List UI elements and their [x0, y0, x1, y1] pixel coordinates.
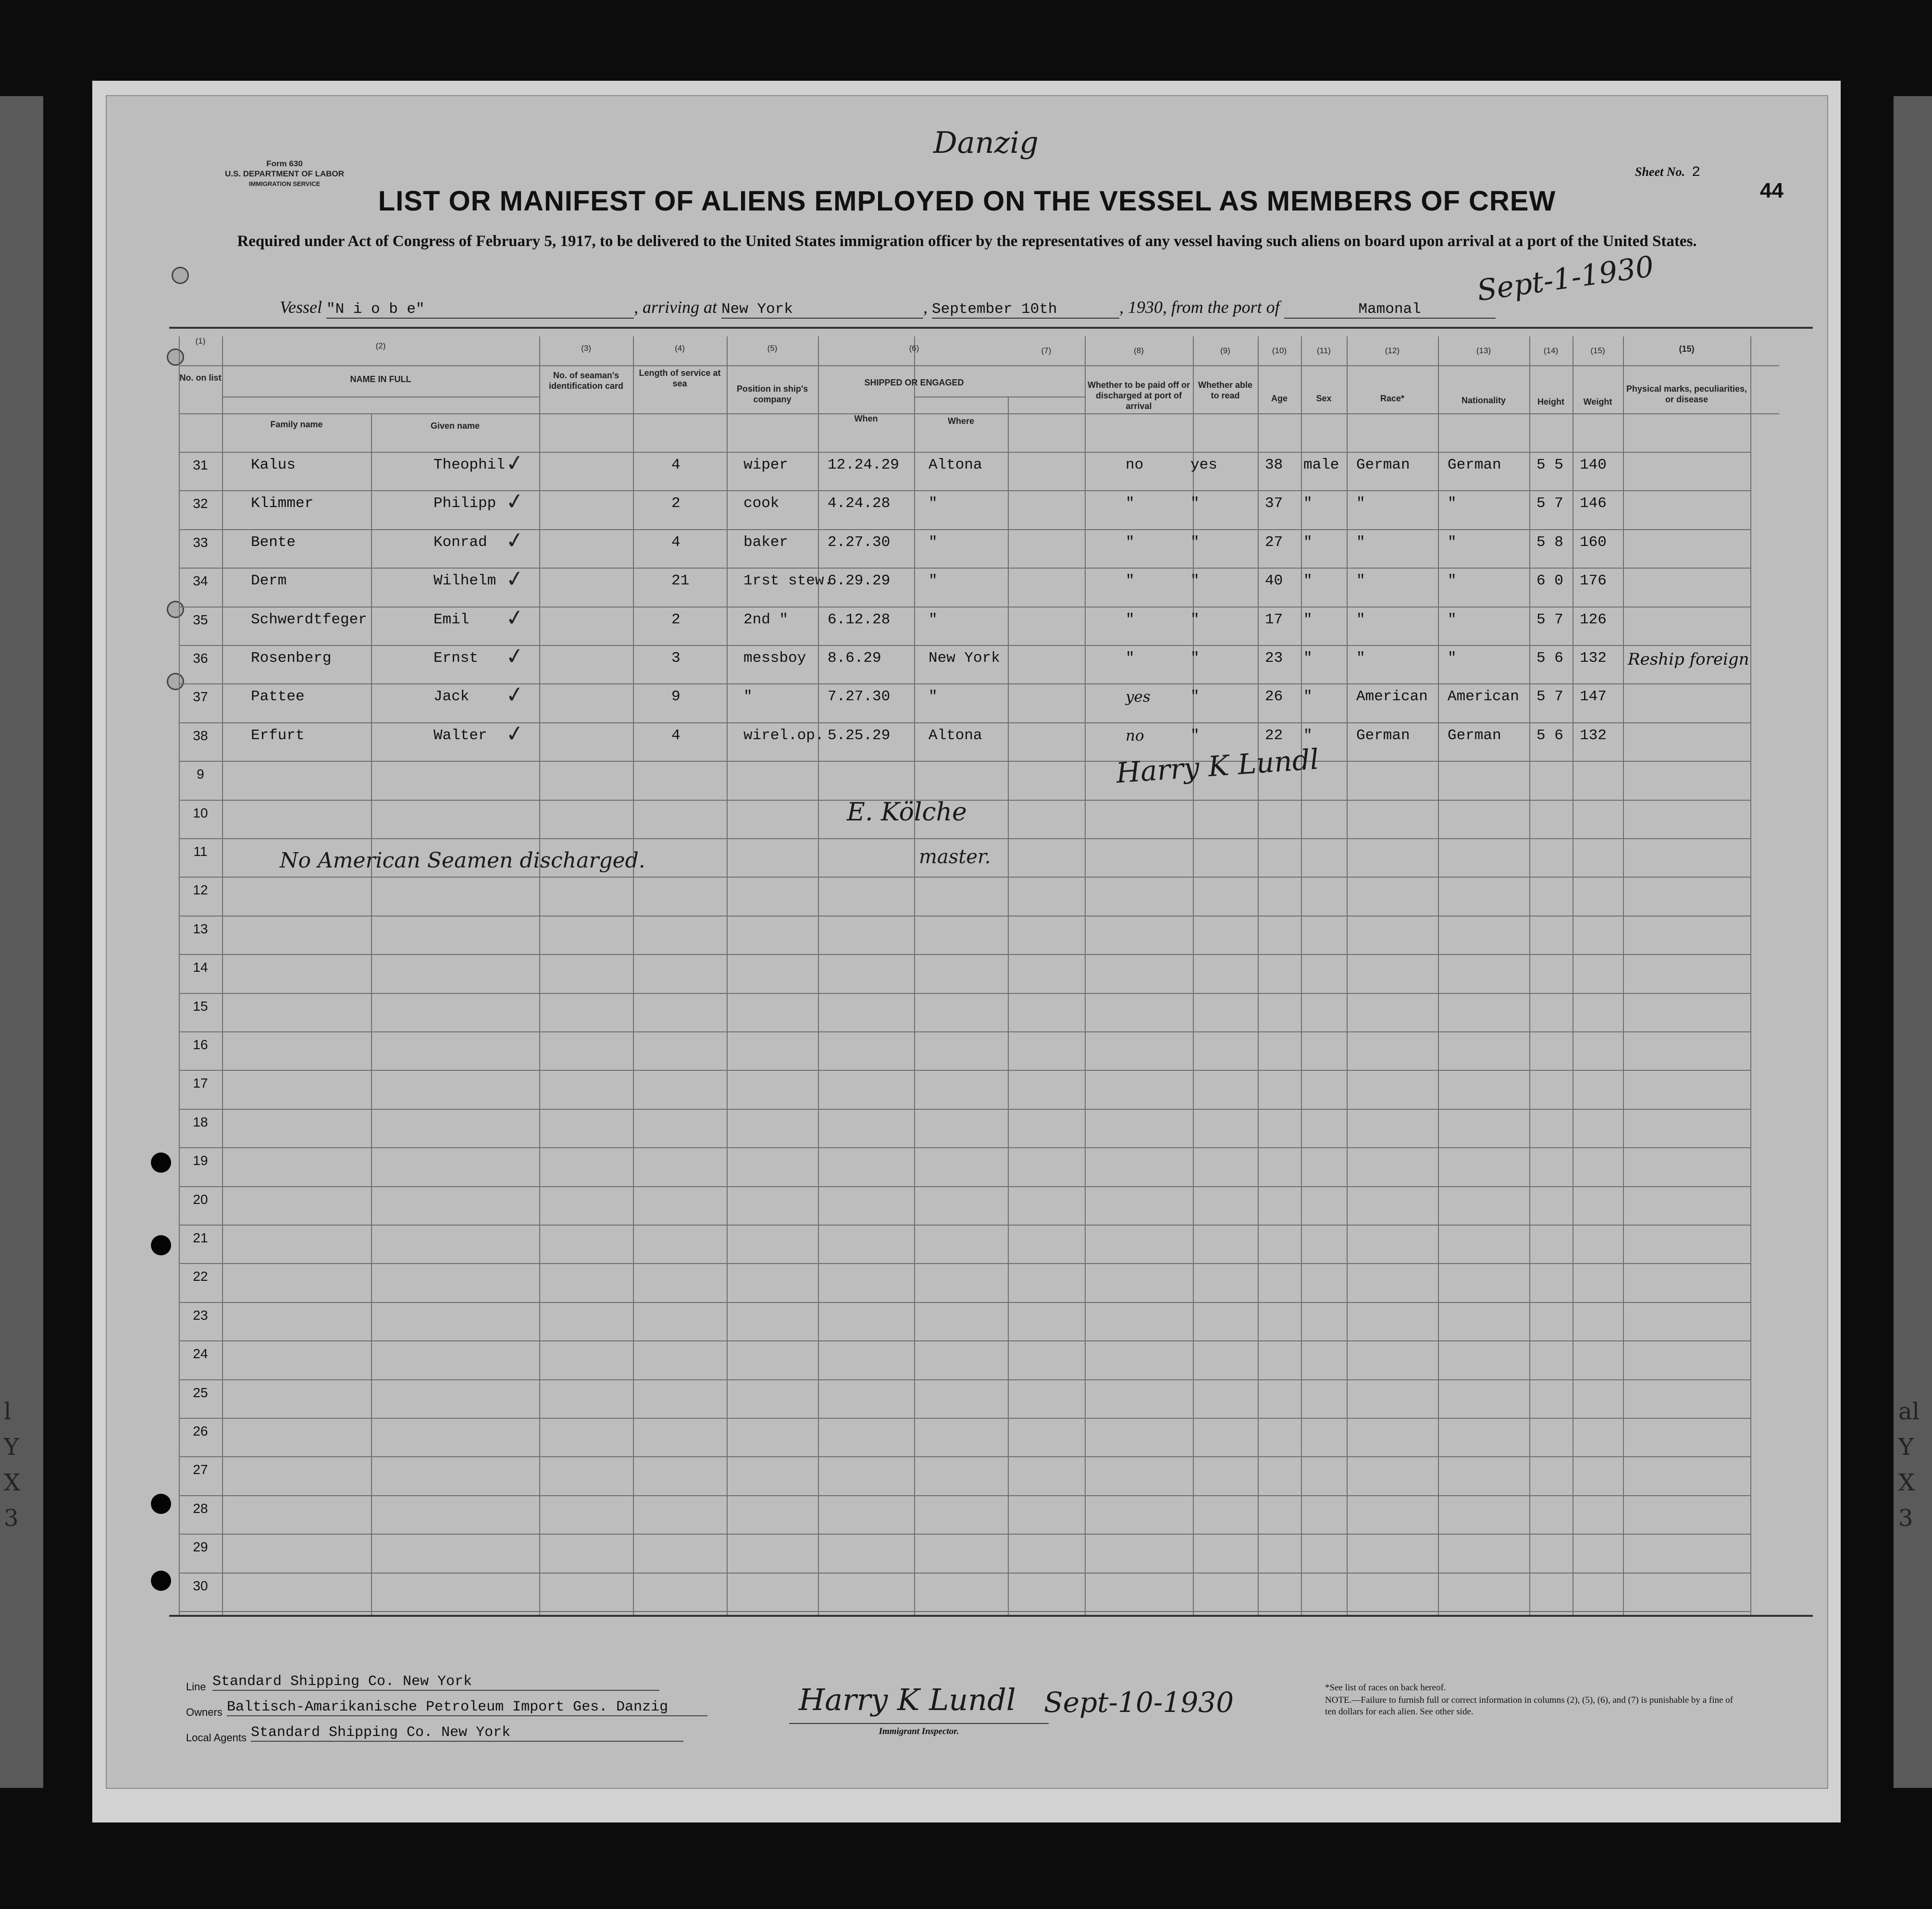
sheet-value: 2 [1692, 164, 1701, 181]
cell-sex: " [1303, 572, 1313, 590]
cell-service: 4 [671, 727, 681, 744]
row-number: 32 [193, 496, 208, 511]
strip-mark: l [4, 1398, 12, 1425]
punch-hole [151, 1153, 171, 1173]
cell-service: 2 [671, 495, 681, 512]
header-nationality: Nationality [1461, 396, 1506, 405]
row-rule [179, 1263, 1750, 1264]
cell-family: Pattee [251, 688, 305, 706]
row-number: 18 [193, 1114, 208, 1129]
strip-mark: 3 [1898, 1505, 1913, 1532]
row-number: 14 [193, 960, 208, 975]
cell-sex: " [1303, 727, 1313, 744]
col-number: (11) [1317, 346, 1331, 355]
check-icon: ✓ [504, 526, 526, 555]
row-number: 29 [193, 1539, 208, 1555]
line-label: Line [186, 1681, 206, 1693]
cell-nationality: German [1448, 457, 1501, 473]
cell-given: Wilhelm [433, 572, 496, 590]
vessel-label: Vessel [280, 298, 322, 317]
cell-position: cook [743, 495, 780, 512]
col-rule [914, 336, 915, 1615]
header-length-service: Length of service at sea [639, 368, 721, 388]
department-name: U.S. DEPARTMENT OF LABOR [224, 169, 345, 178]
row-rule [179, 529, 1750, 530]
header-where: Where [947, 416, 974, 426]
arriving-label: , arriving at [633, 298, 717, 317]
row-rule [179, 452, 1750, 453]
col-rule [1750, 336, 1751, 1615]
cell-nationality: American [1448, 688, 1519, 706]
cell-read: " [1190, 727, 1200, 744]
sheet-number [1635, 164, 1700, 181]
header-id-card: No. of seaman's identification card [548, 371, 624, 391]
owners-value: Baltisch-Amarikanische Petroleum Import Ges. Danzig [227, 1699, 707, 1716]
row-rule [179, 1186, 1750, 1187]
row-rule [179, 838, 1750, 839]
cell-weight: 132 [1580, 727, 1607, 744]
cell-family: Schwerdtfeger [251, 611, 367, 628]
cell-height: 6 0 [1536, 572, 1563, 590]
cell-sex: male [1303, 457, 1339, 473]
strip-mark: Y [4, 1434, 19, 1461]
header-given-name: Given name [430, 421, 480, 431]
row-number: 27 [193, 1462, 208, 1477]
row-number: 24 [193, 1346, 208, 1362]
cell-service: 4 [671, 457, 681, 473]
col-rule [1301, 336, 1302, 1615]
col-number: (6) [909, 344, 919, 353]
punch-hole [151, 1235, 171, 1255]
departure-port [1284, 301, 1496, 319]
row-number: 35 [193, 612, 208, 627]
header-race: Race* [1380, 394, 1405, 403]
cell-where: " [929, 533, 938, 551]
cell-given: Ernst [433, 650, 479, 667]
arrival-date [932, 301, 1119, 319]
row-number: 37 [193, 689, 208, 705]
arrival-date-text: September 10th [932, 301, 1057, 318]
col-number: (4) [675, 344, 685, 353]
col-rule [371, 413, 372, 1615]
col-number: (3) [581, 344, 591, 353]
row-number: 21 [193, 1230, 208, 1245]
cell-where: " [929, 572, 938, 590]
row-number: 38 [193, 728, 208, 743]
cell-given: Walter [433, 727, 487, 744]
cell-race: " [1356, 572, 1365, 590]
header-name-in-full: NAME IN FULL [350, 374, 411, 384]
cell-age: 37 [1265, 495, 1283, 512]
cell-family: Klimmer [251, 495, 314, 512]
right-strip-marks [1898, 1394, 1920, 1536]
cell-service: 2 [671, 611, 681, 628]
line-value: Standard Shipping Co. New York [212, 1673, 659, 1691]
sheet-label: Sheet No. [1635, 165, 1685, 179]
header-no-on-list: No. on list [179, 373, 222, 383]
row-number: 34 [193, 573, 208, 589]
cell-weight: 132 [1580, 650, 1607, 667]
row-number: 23 [193, 1307, 208, 1323]
row-rule [179, 1611, 1750, 1612]
service-name: IMMIGRATION SERVICE [248, 180, 321, 187]
row-rule [179, 1340, 1750, 1341]
agents-label: Local Agents [186, 1732, 247, 1744]
cell-when: 5.25.29 [828, 727, 891, 744]
strip-mark: 3 [4, 1505, 19, 1532]
cell-read: " [1190, 495, 1200, 512]
inspector-signature-row: Harry K Lundl [1115, 743, 1320, 790]
col-number: (12) [1385, 346, 1400, 355]
cell-height: 5 6 [1536, 650, 1563, 667]
cell-age: 22 [1265, 727, 1283, 744]
cell-given: Emil [433, 611, 470, 628]
col-rule [1623, 336, 1624, 1615]
check-icon: ✓ [504, 680, 526, 709]
vessel-line: Vessel "N i o b e" , arriving at New York , September 10th , 1930, from the port of Mamonal [280, 297, 1496, 319]
header-able-read: Whether able to read [1198, 380, 1253, 400]
row-number: 26 [193, 1424, 208, 1438]
cell-age: 27 [1265, 533, 1283, 551]
header-weight: Weight [1583, 397, 1612, 407]
cell-when: 7.27.30 [828, 688, 891, 706]
row-rule [179, 1573, 1750, 1574]
cell-where: " [929, 495, 938, 512]
check-icon: ✓ [504, 564, 526, 593]
arriving-port-text: New York [721, 301, 793, 318]
header-age: Age [1271, 394, 1288, 403]
col-number: (2) [375, 341, 386, 350]
row-rule [179, 1070, 1750, 1071]
cell-paid: no [1126, 457, 1144, 473]
cell-weight: 126 [1580, 611, 1607, 628]
row-rule [179, 1147, 1750, 1148]
cell-read: " [1190, 533, 1200, 551]
cell-race: German [1356, 727, 1410, 744]
row-rule [179, 1495, 1750, 1496]
cell-nationality: " [1448, 572, 1457, 590]
cell-paid: " [1126, 650, 1135, 667]
cell-sex: " [1303, 495, 1313, 512]
header-height: Height [1537, 397, 1564, 407]
row-rule [179, 490, 1750, 491]
binder-ring [167, 348, 184, 366]
header-sex: Sex [1316, 394, 1332, 403]
row-number: 17 [193, 1076, 208, 1091]
row-rule [179, 1225, 1750, 1226]
row-number: 10 [193, 805, 208, 820]
cell-paid: " [1126, 533, 1135, 551]
row-rule [179, 1109, 1750, 1110]
col-rule [1258, 336, 1259, 1615]
col-rule [1438, 336, 1439, 1615]
cell-weight: 146 [1580, 495, 1607, 512]
row-number: 36 [193, 651, 208, 666]
check-icon: ✓ [504, 603, 526, 632]
row-rule [179, 993, 1750, 994]
row-rule [179, 877, 1750, 878]
cell-weight: 147 [1580, 688, 1607, 706]
cell-sex: " [1303, 533, 1313, 551]
row-number: 15 [193, 998, 208, 1014]
cell-paid: no [1126, 727, 1144, 744]
cell-race: " [1356, 650, 1365, 667]
cell-race: " [1356, 495, 1365, 512]
col-number: (8) [1134, 346, 1144, 355]
cell-weight: 140 [1580, 457, 1607, 473]
cell-given: Jack [433, 688, 470, 706]
header-shipped: SHIPPED OR ENGAGED [864, 378, 964, 387]
cell-age: 23 [1265, 650, 1283, 667]
strip-mark: Y [1898, 1434, 1914, 1461]
strip-mark: X [1898, 1469, 1915, 1496]
cell-service: 21 [671, 572, 690, 590]
cell-nationality: German [1448, 727, 1501, 744]
col-number: (9) [1220, 346, 1230, 355]
row-number: 20 [193, 1191, 208, 1207]
row-rule [179, 761, 1750, 762]
cell-service: 9 [671, 688, 681, 706]
cell-read: " [1190, 688, 1200, 706]
col-number: (10) [1272, 346, 1287, 355]
cell-when: 2.27.30 [828, 533, 891, 551]
row-rule [179, 916, 1750, 917]
cell-race: American [1356, 688, 1428, 706]
col-rule [1008, 397, 1009, 1615]
left-strip-marks [4, 1394, 20, 1536]
cell-when: 4.24.28 [828, 495, 891, 512]
cell-family: Rosenberg [251, 650, 332, 667]
handwritten-remark: No American Seamen discharged. [280, 848, 645, 873]
row-rule [179, 1534, 1750, 1535]
page-number: 44 [1760, 179, 1783, 202]
cell-read: " [1190, 611, 1200, 628]
cell-where: New York [929, 650, 1000, 667]
col-rule [633, 336, 634, 1615]
col-number: (1) [195, 336, 206, 346]
cell-where: Altona [929, 727, 982, 744]
handwritten-date: Sept-1-1930 [1474, 249, 1656, 308]
cell-paid: " [1126, 495, 1135, 512]
cell-given: Konrad [433, 533, 487, 551]
check-icon: ✓ [504, 448, 526, 477]
cell-height: 5 7 [1536, 688, 1563, 706]
cell-weight: 160 [1580, 533, 1607, 551]
cell-when: 12.24.29 [828, 457, 899, 473]
header-col-15: (15) [1679, 344, 1695, 354]
row-rule [179, 1379, 1750, 1380]
cell-sex: " [1303, 688, 1313, 706]
cell-nationality: " [1448, 533, 1457, 551]
cell-position: messboy [743, 650, 806, 667]
row-number: 33 [193, 534, 208, 550]
header-position: Position in ship's company [736, 384, 808, 404]
cell-nationality: " [1448, 611, 1457, 628]
cell-position: wiper [743, 457, 789, 473]
cell-age: 17 [1265, 611, 1283, 628]
col-rule [222, 336, 223, 1615]
check-icon: ✓ [504, 487, 526, 516]
right-frame-strip [1894, 96, 1932, 1788]
col-rule [818, 336, 819, 1615]
cell-height: 5 6 [1536, 727, 1563, 744]
cell-nationality: " [1448, 495, 1457, 512]
check-icon: ✓ [504, 642, 526, 670]
row-number: 19 [193, 1153, 208, 1168]
inspector-signature: Harry K Lundl [799, 1682, 1016, 1717]
row-rule [179, 645, 1750, 646]
table-bottom-rule [169, 1615, 1813, 1617]
manifest-page [106, 95, 1828, 1789]
punch-hole [151, 1571, 171, 1591]
cell-read: yes [1190, 457, 1217, 473]
row-number: 12 [193, 882, 208, 898]
col-rule [1193, 336, 1194, 1615]
binder-ring [167, 673, 184, 690]
row-number: 28 [193, 1500, 208, 1516]
row-number: 9 [197, 767, 204, 782]
col-rule [1529, 336, 1530, 1615]
punch-hole [151, 1494, 171, 1514]
cell-age: 38 [1265, 457, 1283, 473]
agents-value: Standard Shipping Co. New York [251, 1724, 683, 1742]
table-top-rule [169, 327, 1813, 329]
row-rule [179, 568, 1750, 569]
header-paid-off: Whether to be paid off or discharged at port of arrival [1088, 380, 1190, 411]
check-icon: ✓ [504, 719, 526, 748]
cell-height: 5 7 [1536, 611, 1563, 628]
col-rule [1347, 336, 1348, 1615]
cell-paid: " [1126, 611, 1135, 628]
header-bottom-rule [179, 413, 1779, 414]
vessel-name-text: "N i o b e" [326, 301, 425, 318]
cell-where: " [929, 688, 938, 706]
col-rule [1085, 336, 1086, 1615]
cell-family: Kalus [251, 457, 296, 473]
cell-position: " [743, 688, 753, 706]
header-mid-rule [179, 365, 1779, 366]
row-rule [179, 1302, 1750, 1303]
fine-note: NOTE.—Failure to furnish full or correct information in columns (2), (5), (6), and (7) is punishable by a fine of ten dollars for each alien. See other side. [1325, 1695, 1733, 1717]
cell-given: Theophil [433, 457, 505, 473]
col-number: (5) [767, 344, 778, 353]
row-rule [179, 1456, 1750, 1457]
inspector-date: Sept-10-1930 [1044, 1686, 1234, 1719]
cell-when: 6.12.28 [828, 611, 891, 628]
form-number: Form 630 [266, 159, 303, 168]
signature-rule [789, 1723, 1049, 1724]
cell-weight: 176 [1580, 572, 1607, 590]
cell-height: 5 5 [1536, 457, 1563, 473]
page-subtitle: Required under Act of Congress of February 5, 1917, to be delivered to the United States immigration officer by the representatives of any vessel having such aliens on board upon arrival at a port of the United States. [237, 233, 1697, 250]
row-number: 13 [193, 921, 208, 936]
cell-sex: " [1303, 611, 1313, 628]
col-rule [727, 336, 728, 1615]
form-department-block [198, 159, 371, 189]
cell-position: 2nd " [743, 611, 789, 628]
race-note: *See list of races on back hereof. [1325, 1683, 1446, 1693]
vessel-name [326, 301, 634, 319]
col-number: (13) [1476, 346, 1491, 355]
master-signature: E. Kölche [847, 798, 967, 827]
strip-mark: X [4, 1469, 21, 1496]
col-rule [539, 336, 540, 1615]
col-number: (14) [1543, 346, 1559, 355]
row-number: 22 [193, 1269, 208, 1284]
cell-where: " [929, 611, 938, 628]
page-title: LIST OR MANIFEST OF ALIENS EMPLOYED ON THE VESSEL AS MEMBERS OF CREW [378, 186, 1556, 217]
cell-service: 4 [671, 533, 681, 551]
year-label: , 1930, from the port of [1119, 298, 1280, 317]
cell-age: 40 [1265, 572, 1283, 590]
col-number: (15) [1590, 346, 1605, 355]
owners-label: Owners [186, 1706, 223, 1718]
cell-sex: " [1303, 650, 1313, 667]
row-number: 16 [193, 1037, 208, 1052]
arriving-port [721, 301, 923, 319]
row-rule [179, 722, 1750, 723]
col-number: (7) [1041, 346, 1052, 355]
binder-ring [172, 267, 189, 284]
cell-marks: Reship foreign [1628, 650, 1749, 669]
cell-where: Altona [929, 457, 982, 473]
master-title: master. [919, 846, 991, 868]
cell-nationality: " [1448, 650, 1457, 667]
cell-age: 26 [1265, 688, 1283, 706]
cell-when: 8.6.29 [828, 650, 881, 667]
row-number: 31 [193, 458, 208, 472]
row-rule [179, 954, 1750, 955]
row-number: 25 [193, 1385, 208, 1400]
departure-port-text: Mamonal [1358, 301, 1421, 318]
cell-height: 5 7 [1536, 495, 1563, 512]
cell-position: wirel.op. [743, 727, 824, 744]
handwritten-danzig: Danzig [933, 125, 1039, 160]
header-when: When [854, 414, 878, 423]
row-rule [179, 683, 1750, 684]
cell-family: Derm [251, 572, 287, 590]
cell-paid: " [1126, 572, 1135, 590]
row-number: 30 [193, 1578, 208, 1593]
header-physical-marks: Physical marks, peculiarities, or disease [1626, 384, 1747, 404]
cell-race: " [1356, 611, 1365, 628]
row-rule [179, 1418, 1750, 1419]
row-rule [179, 1031, 1750, 1032]
cell-position: 1rst stew. [743, 572, 833, 590]
header-family-name: Family name [270, 420, 323, 429]
cell-height: 5 8 [1536, 533, 1563, 551]
col-rule [179, 336, 180, 1615]
cell-service: 3 [671, 650, 681, 667]
cell-when: 6.29.29 [828, 572, 891, 590]
inspector-label: Immigrant Inspector. [879, 1726, 959, 1736]
cell-paid: yes [1126, 688, 1151, 706]
cell-read: " [1190, 572, 1200, 590]
cell-position: baker [743, 533, 789, 551]
left-frame-strip [0, 96, 43, 1788]
cell-race: German [1356, 457, 1410, 473]
cell-given: Philipp [433, 495, 496, 512]
cell-race: " [1356, 533, 1365, 551]
cell-family: Bente [251, 533, 296, 551]
cell-family: Erfurt [251, 727, 305, 744]
row-number: 11 [193, 844, 208, 859]
strip-mark: al [1898, 1398, 1920, 1425]
cell-read: " [1190, 650, 1200, 667]
